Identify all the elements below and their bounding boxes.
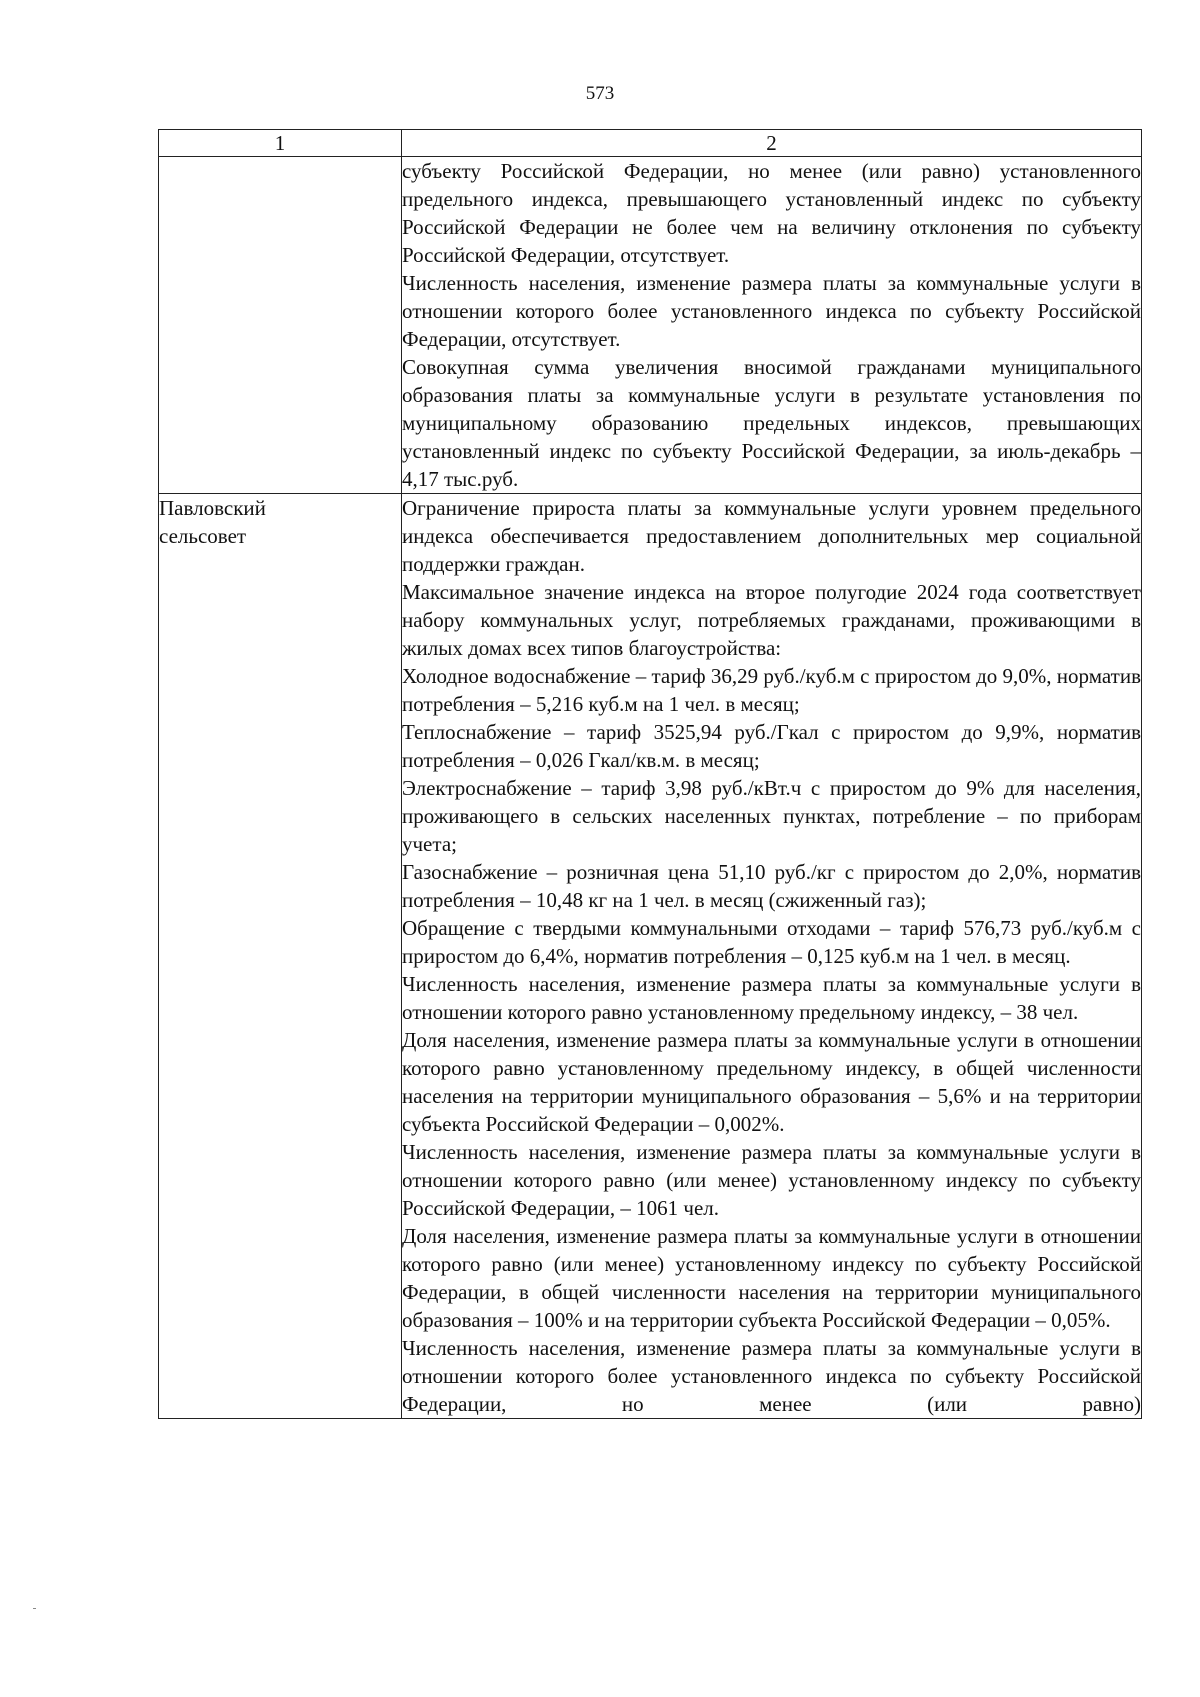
paragraph: Численность населения, изменение размера платы за коммунальные услуги в отношении которого более установленного индекса по субъекту Российской Федерации, отсутствует. <box>402 271 1141 351</box>
paragraph: Газоснабжение – розничная цена 51,10 руб./кг с приростом до 2,0%, норматив потребления – 10,48 кг на 1 чел. в месяц (сжиженный газ); <box>402 860 1141 912</box>
scan-speck <box>33 1608 36 1609</box>
paragraph: Численность населения, изменение размера платы за коммунальные услуги в отношении которого равно (или менее) установленному индексу по субъекту Российской Федерации, – 1061 чел. <box>402 1140 1141 1220</box>
column-header-1: 1 <box>159 130 402 157</box>
paragraph: Электроснабжение – тариф 3,98 руб./кВт.ч с приростом до 9% для населения, проживающего в сельских населенных пунктах, потребление – по приборам учета; <box>402 776 1141 856</box>
paragraph: Доля населения, изменение размера платы за коммунальные услуги в отношении которого равно (или менее) установленному индексу по субъекту Российской Федерации, в общей численности населения на территории муниципального образования – 100% и на территории субъекта Российской Федерации – 0,05%. <box>402 1224 1141 1332</box>
table-row <box>159 157 1142 494</box>
paragraph: Совокупная сумма увеличения вносимой гражданами муниципального образования платы за коммунальные услуги в результате установления по муниципальному образованию предельных индексов, превышающих установленный индекс по субъекту Российской Федерации, за июль-декабрь – 4,17 тыс.руб. <box>402 355 1141 491</box>
paragraph: Доля населения, изменение размера платы за коммунальные услуги в отношении которого равно установленному предельному индексу, в общей численности населения на территории муниципального образования – 5,6% и на территории субъекта Российской Федерации – 0,002%. <box>402 1028 1141 1136</box>
table-header-row <box>159 130 1142 157</box>
description-cell <box>402 157 1142 494</box>
document-table <box>158 129 1142 1419</box>
municipality-cell <box>159 494 402 1419</box>
description-cell <box>402 494 1142 1419</box>
column-header-2: 2 <box>402 130 1142 157</box>
paragraph: Теплоснабжение – тариф 3525,94 руб./Гкал с приростом до 9,9%, норматив потребления – 0,026 Гкал/кв.м. в месяц; <box>402 720 1141 772</box>
paragraph: субъекту Российской Федерации, но менее (или равно) установленного предельного индекса, превышающего установленный индекс по субъекту Российской Федерации не более чем на величину отклонения по субъекту Российской Федерации, отсутствует. <box>402 159 1141 267</box>
paragraph: Численность населения, изменение размера платы за коммунальные услуги в отношении которого более установленного индекса по субъекту Российской Федерации, но менее (или равно) <box>402 1336 1141 1416</box>
municipality-name-line: сельсовет <box>159 524 247 548</box>
paragraph: Численность населения, изменение размера платы за коммунальные услуги в отношении которого равно установленному предельному индексу, – 38 чел. <box>402 972 1141 1024</box>
paragraph: Обращение с твердыми коммунальными отходами – тариф 576,73 руб./куб.м с приростом до 6,4%, норматив потребления – 0,125 куб.м на 1 чел. в месяц. <box>402 916 1141 968</box>
table-row <box>159 494 1142 1419</box>
municipality-name-line: Павловский <box>159 496 266 520</box>
page-number: 573 <box>585 83 615 104</box>
paragraph: Максимальное значение индекса на второе полугодие 2024 года соответствует набору коммунальных услуг, потребляемых гражданами, проживающими в жилых домах всех типов благоустройства: <box>402 580 1141 660</box>
paragraph: Холодное водоснабжение – тариф 36,29 руб./куб.м с приростом до 9,0%, норматив потребления – 5,216 куб.м на 1 чел. в месяц; <box>402 664 1141 716</box>
municipality-cell-empty <box>159 157 402 494</box>
paragraph: Ограничение прироста платы за коммунальные услуги уровнем предельного индекса обеспечивается предоставлением дополнительных мер социальной поддержки граждан. <box>402 496 1141 576</box>
